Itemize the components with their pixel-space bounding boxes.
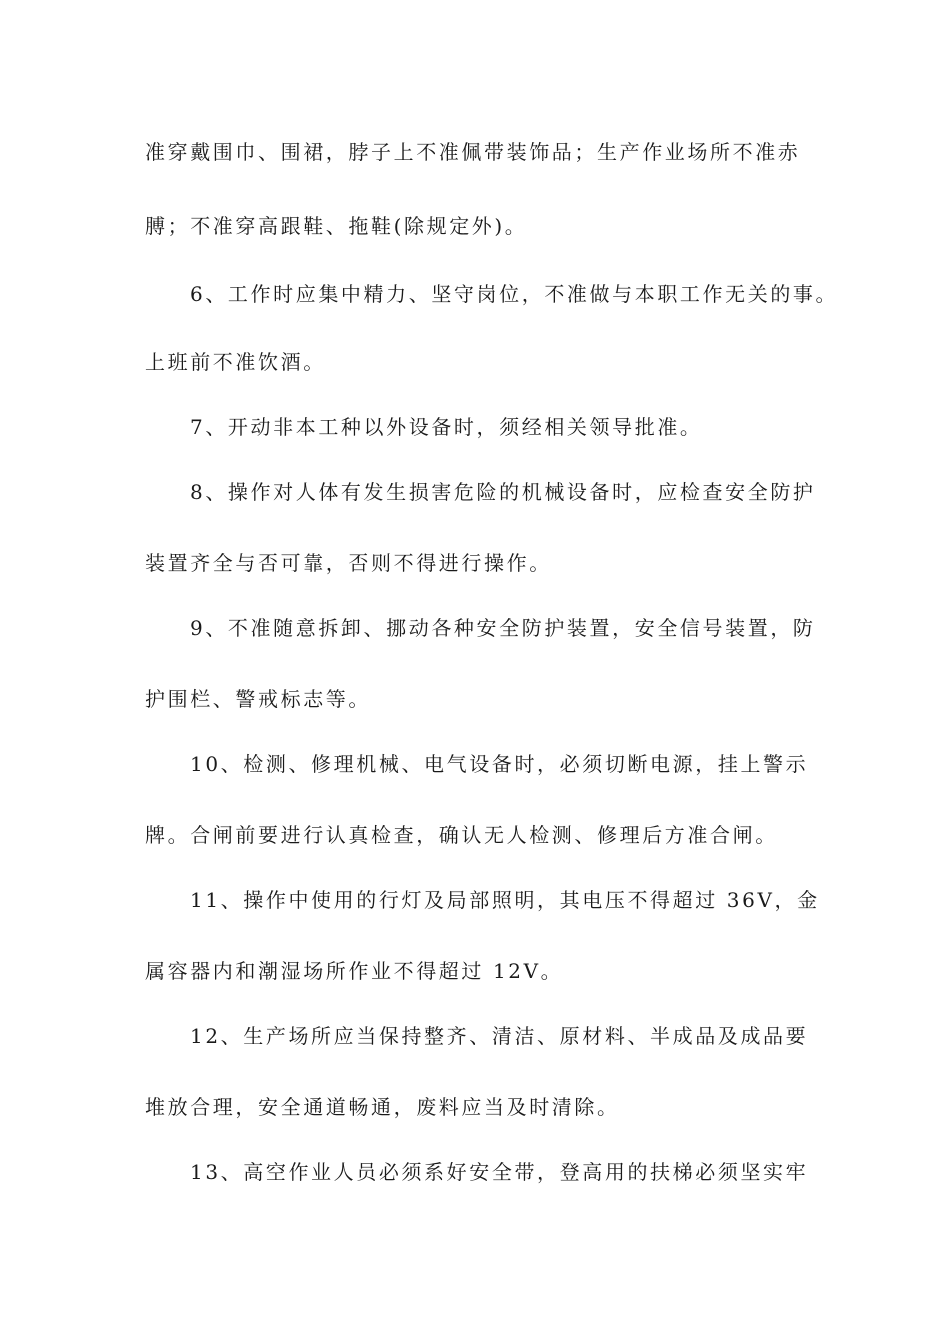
- text-line: 9、不准随意拆卸、挪动各种安全防护装置，安全信号装置，防: [190, 616, 816, 640]
- text-line: 牌。合闸前要进行认真检查，确认无人检测、修理后方准合闸。: [145, 823, 778, 847]
- text-line: 10、检测、修理机械、电气设备时，必须切断电源，挂上警示: [190, 752, 809, 776]
- text-line: 堆放合理，安全通道畅通，废料应当及时清除。: [145, 1095, 620, 1119]
- text-line: 护围栏、警戒标志等。: [145, 687, 371, 711]
- text-line: 13、高空作业人员必须系好安全带，登高用的扶梯必须坚实牢: [190, 1160, 809, 1184]
- text-line: 上班前不准饮酒。: [145, 350, 326, 374]
- text-line: 7、开动非本工种以外设备时，须经相关领导批准。: [190, 415, 703, 439]
- text-line: 膊；不准穿高跟鞋、拖鞋(除规定外)。: [145, 214, 528, 238]
- text-line: 准穿戴围巾、围裙，脖子上不准佩带装饰品；生产作业场所不准赤: [145, 140, 801, 164]
- text-line: 11、操作中使用的行灯及局部照明，其电压不得超过 36V，金: [190, 888, 820, 912]
- text-line: 12、生产场所应当保持整齐、清洁、原材料、半成品及成品要: [190, 1024, 809, 1048]
- text-line: 6、工作时应集中精力、坚守岗位，不准做与本职工作无关的事。: [190, 282, 839, 306]
- text-line: 属容器内和潮湿场所作业不得超过 12V。: [145, 959, 564, 983]
- text-line: 装置齐全与否可靠，否则不得进行操作。: [145, 551, 552, 575]
- text-line: 8、操作对人体有发生损害危险的机械设备时，应检查安全防护: [190, 480, 816, 504]
